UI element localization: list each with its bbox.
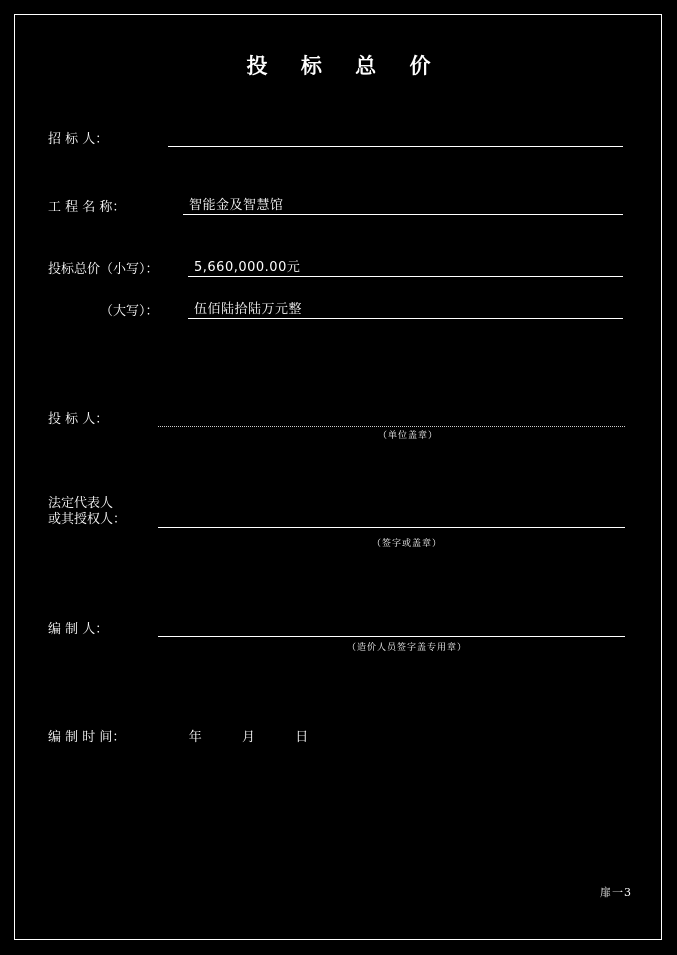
field-label-total-price-words: （大写）：: [100, 304, 159, 319]
field-note-legal-rep: （签字或盖章）: [372, 539, 443, 549]
field-value-legal-rep-wrap[interactable]: [158, 526, 625, 528]
field-value-total-price-words-wrap[interactable]: [188, 302, 623, 319]
field-value-tenderer-wrap[interactable]: [168, 145, 623, 147]
date-month-unit: 月: [241, 730, 255, 745]
field-label-bidder: 投 标 人：: [48, 412, 109, 427]
page-border: [14, 14, 662, 940]
field-row-total-price-words: [100, 300, 626, 319]
field-value-project-name-wrap[interactable]: [183, 198, 623, 215]
field-value-total-price-digits: 5,660,000.00元: [194, 260, 301, 275]
field-value-bidder-wrap[interactable]: [158, 425, 625, 427]
field-label-legal-rep-line1: 法定代表人: [48, 496, 114, 511]
field-underline-compiler: [158, 635, 625, 637]
field-label-project-name: 工 程 名 称：: [48, 200, 126, 215]
field-underline-total-price-words: [188, 317, 623, 319]
field-row-compiler: [48, 618, 626, 637]
field-note-bidder: （单位盖章）: [378, 431, 439, 441]
field-value-compiler-wrap[interactable]: [158, 635, 625, 637]
field-label-tenderer: 招 标 人：: [48, 132, 109, 147]
field-label-legal-rep-line2: 或其授权人：: [48, 512, 127, 527]
field-label-legal-rep: [48, 496, 158, 528]
field-underline-project-name: [183, 213, 623, 215]
field-row-project-name: [48, 196, 626, 215]
field-note-compiler: （造价人员签字盖专用章）: [347, 643, 468, 653]
field-row-tenderer: [48, 128, 626, 147]
page-title: 投 标 总 价: [246, 53, 444, 78]
field-underline-legal-rep: [158, 526, 625, 528]
page-number-footer: 扉一3: [600, 886, 632, 899]
field-label-compiler: 编 制 人：: [48, 622, 109, 637]
field-value-project-name: 智能金及智慧馆: [189, 198, 284, 213]
field-value-total-price-words: 伍佰陆拾陆万元整: [194, 302, 303, 317]
date-row: [48, 726, 308, 745]
field-row-bidder: [48, 408, 626, 427]
date-year-unit: 年: [188, 730, 202, 745]
field-underline-total-price-digits: [188, 275, 623, 277]
field-underline-tenderer: [168, 145, 623, 147]
date-day-unit: 日: [295, 730, 309, 745]
field-row-legal-rep: [48, 496, 626, 528]
field-value-total-price-digits-wrap[interactable]: [188, 260, 623, 277]
field-underline-bidder: [158, 425, 625, 427]
date-label: 编 制 时 间：: [48, 730, 126, 745]
field-label-total-price-digits: 投标总价（小写）：: [48, 262, 159, 277]
field-row-total-price-digits: [48, 258, 626, 277]
